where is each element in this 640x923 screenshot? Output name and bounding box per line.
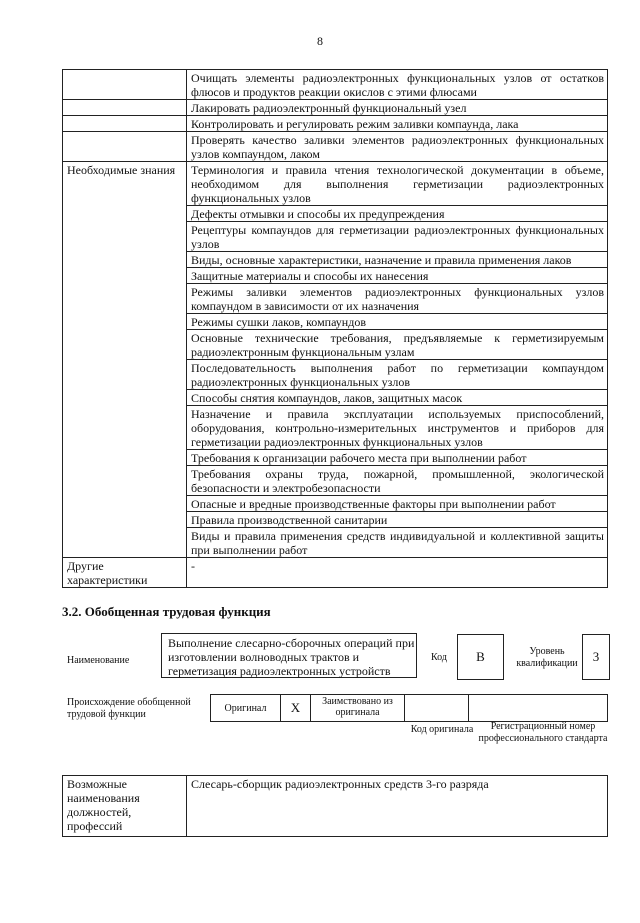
skill-row	[63, 100, 608, 116]
origin-row	[210, 694, 608, 722]
knowledge-item: Виды и правила применения средств индивидуальной и коллективной защиты при выполнении работ	[187, 528, 608, 558]
skill-item: Очищать элементы радиоэлектронных функциональных узлов от остатков флюсов и продуктов реакции окислов с этими флюсами	[187, 70, 608, 100]
function-code-value: В	[457, 634, 504, 680]
empty-label-cell	[63, 132, 187, 162]
qualification-level-value: 3	[582, 634, 610, 680]
knowledge-row	[63, 162, 608, 206]
requirements-table	[62, 69, 608, 588]
skill-row	[63, 132, 608, 162]
registration-number-label: Регистрационный номер профессионального стандарта	[478, 721, 608, 744]
original-code-cell	[405, 695, 469, 721]
skill-item: Лакировать радиоэлектронный функциональный узел	[187, 100, 608, 116]
empty-label-cell	[63, 100, 187, 116]
knowledge-item: Терминология и правила чтения технологической документации в объеме, необходимом для выполнения герметизации радиоэлектронных функциональных узлов	[187, 162, 608, 206]
knowledge-item: Способы снятия компаундов, лаков, защитных масок	[187, 390, 608, 406]
registration-number-cell	[469, 695, 607, 721]
other-characteristics-value: -	[187, 558, 608, 588]
knowledge-item: Основные технические требования, предъявляемые к герметизируемым радиоэлектронным функциональным узлам	[187, 330, 608, 360]
empty-label-cell	[63, 70, 187, 100]
skill-row	[63, 116, 608, 132]
job-titles-value: Слесарь-сборщик радиоэлектронных средств 3-го разряда	[187, 776, 608, 837]
function-code-label: Код	[431, 652, 447, 663]
skill-item: Контролировать и регулировать режим заливки компаунда, лака	[187, 116, 608, 132]
job-titles-table	[62, 775, 608, 837]
knowledge-item: Правила производственной санитарии	[187, 512, 608, 528]
knowledge-item: Назначение и правила эксплуатации используемых приспособлений, оборудования, контрольно-измерительных инструментов и приборов для герметизации радиоэлектронных функциональных узлов	[187, 406, 608, 450]
function-name-label: Наименование	[67, 655, 130, 666]
function-name-value: Выполнение слесарно-сборочных операций при изготовлении волноводных трактов и герметизация радиоэлектронных устройств	[161, 633, 417, 678]
knowledge-item: Режимы сушки лаков, компаундов	[187, 314, 608, 330]
original-label: Оригинал	[211, 695, 281, 721]
empty-label-cell	[63, 116, 187, 132]
job-titles-row	[63, 776, 608, 837]
knowledge-item: Требования охраны труда, пожарной, промышленной, экологической безопасности и электробезопасности	[187, 466, 608, 496]
skill-row	[63, 70, 608, 100]
knowledge-item: Защитные материалы и способы их нанесения	[187, 268, 608, 284]
qualification-level-label: Уровень квалификации	[516, 646, 578, 669]
other-characteristics-row	[63, 558, 608, 588]
knowledge-item: Дефекты отмывки и способы их предупреждения	[187, 206, 608, 222]
borrowed-label: Заимствовано из оригинала	[311, 695, 405, 721]
job-titles-label: Возможные наименования должностей, профессий	[63, 776, 187, 837]
knowledge-item: Опасные и вредные производственные факторы при выполнении работ	[187, 496, 608, 512]
knowledge-label: Необходимые знания	[63, 162, 187, 558]
knowledge-item: Рецептуры компаундов для герметизации радиоэлектронных функциональных узлов	[187, 222, 608, 252]
knowledge-item: Режимы заливки элементов радиоэлектронных функциональных узлов компаундом в зависимости от их назначения	[187, 284, 608, 314]
knowledge-item: Требования к организации рабочего места при выполнении работ	[187, 450, 608, 466]
original-code-label: Код оригинала	[410, 724, 474, 735]
skill-item: Проверять качество заливки элементов радиоэлектронных функциональных узлов компаундом, лаком	[187, 132, 608, 162]
other-characteristics-label: Другие характеристики	[63, 558, 187, 588]
knowledge-item: Виды, основные характеристики, назначение и правила применения лаков	[187, 252, 608, 268]
origin-label: Происхождение обобщенной трудовой функции	[67, 697, 191, 720]
section-title: 3.2. Обобщенная трудовая функция	[62, 604, 271, 619]
knowledge-item: Последовательность выполнения работ по герметизации компаундом радиоэлектронных функциональных узлов	[187, 360, 608, 390]
page-number: 8	[317, 34, 323, 48]
original-mark: X	[281, 695, 311, 721]
